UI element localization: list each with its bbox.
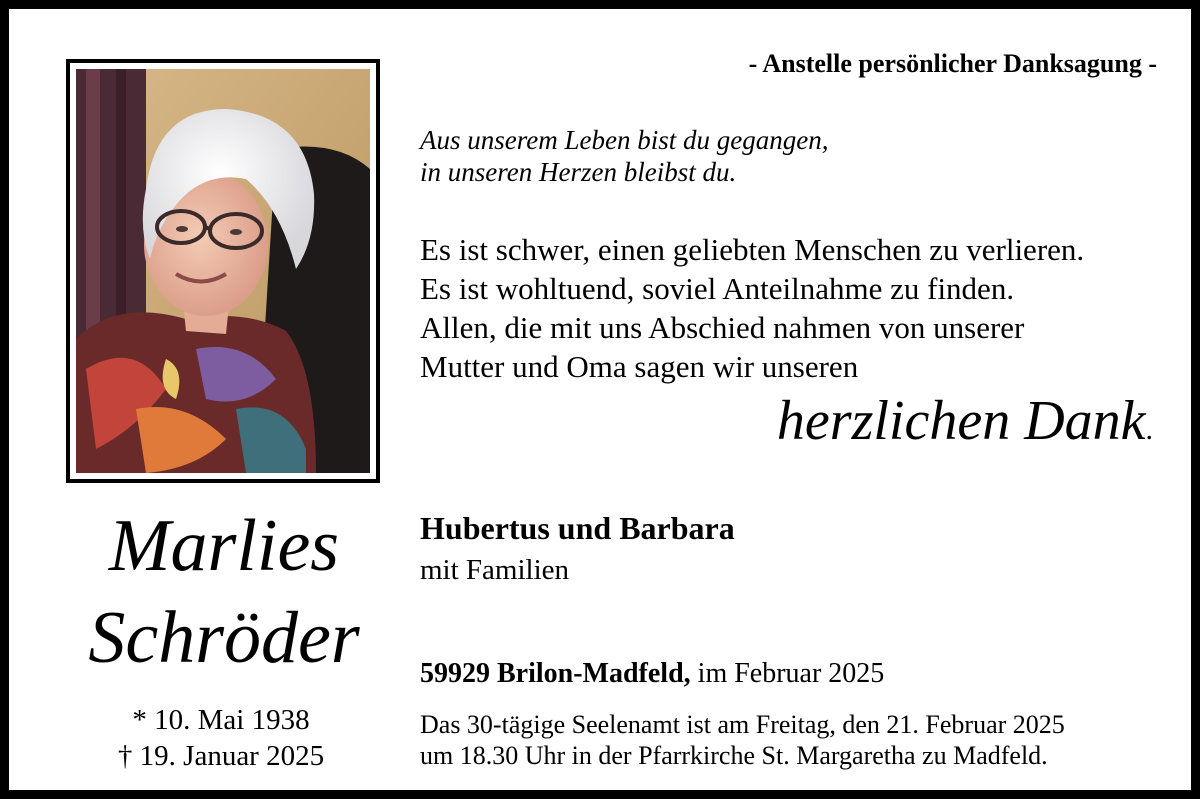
thank-you-text: [420, 230, 1084, 386]
body-line: Es ist wohltuend, soviel Anteilnahme zu finden.: [420, 271, 1015, 306]
verse: [420, 124, 828, 188]
mass-info: [420, 709, 1065, 771]
deceased-last-name: Schröder: [88, 597, 360, 679]
portrait-photo: [76, 69, 370, 473]
mass-line: Das 30-tägige Seelenamt ist am Freitag, den 21. Februar 2025: [420, 710, 1065, 739]
thanks-punct: .: [1145, 413, 1153, 446]
portrait-frame: [66, 59, 380, 483]
body-line: Allen, die mit uns Abschied nahmen von unserer: [420, 310, 1025, 345]
family-sub: mit Familien: [420, 554, 570, 586]
family-names: Hubertus und Barbara: [420, 510, 735, 546]
deceased-first-name: Marlies: [108, 505, 340, 587]
header-title: - Anstelle persönlicher Danksagung -: [748, 49, 1157, 78]
verse-line: in unseren Herzen bleibst du.: [420, 157, 737, 187]
place-date: [420, 660, 884, 688]
body-line: Es ist schwer, einen geliebten Menschen zu verlieren.: [420, 232, 1085, 267]
thanks-text: herzlichen Dank: [776, 390, 1146, 452]
body-line: Mutter und Oma sagen wir unseren: [420, 349, 859, 384]
place-month: im Februar 2025: [690, 658, 885, 689]
thanks-heading: [776, 390, 1153, 452]
verse-line: Aus unserem Leben bist du gegangen,: [420, 125, 829, 155]
death-date: † 19. Januar 2025: [117, 740, 325, 772]
birth-date: * 10. Mai 1938: [132, 704, 310, 736]
place-city: 59929 Brilon-Madfeld,: [420, 658, 691, 689]
mass-line: um 18.30 Uhr in der Pfarrkirche St. Margaretha zu Madfeld.: [420, 741, 1048, 770]
